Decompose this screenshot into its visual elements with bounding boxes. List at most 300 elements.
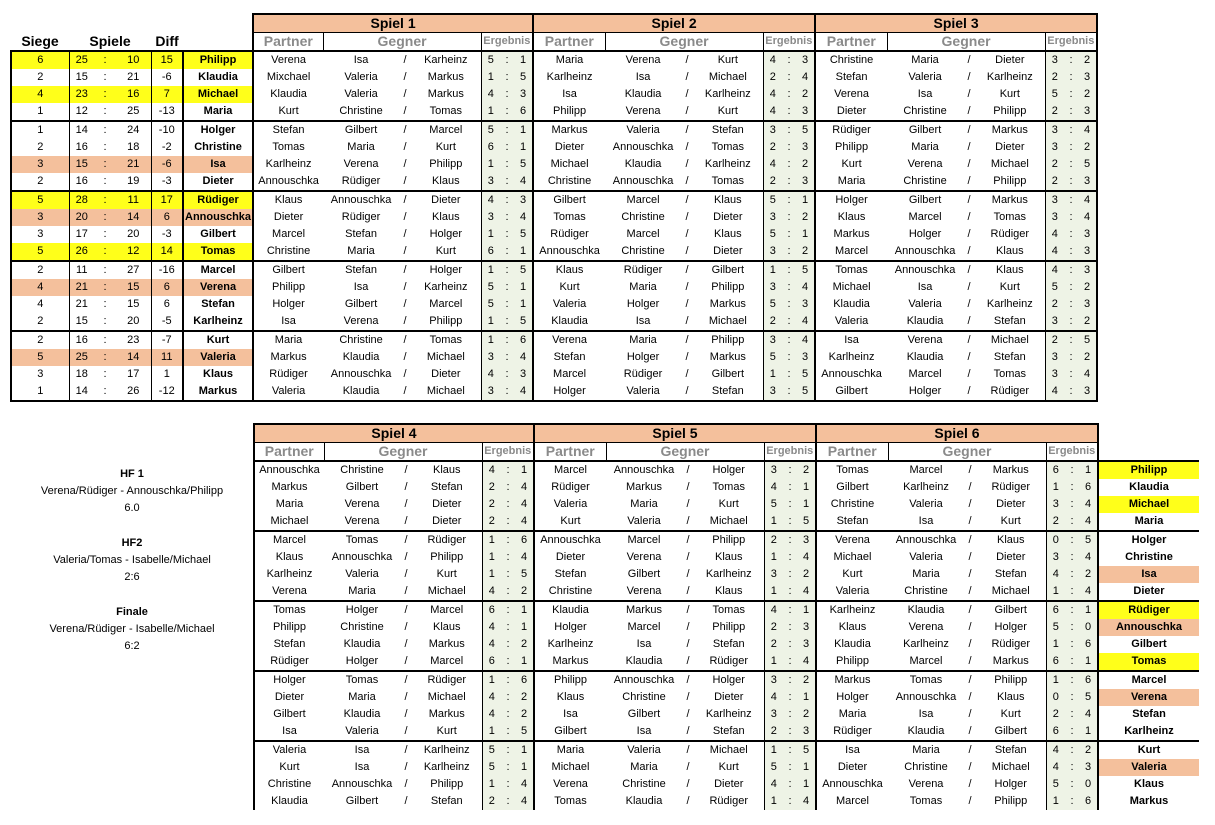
partner-cell: Verena: [533, 331, 605, 349]
slash-cell: /: [967, 88, 971, 100]
diff-cell: 7: [151, 86, 183, 103]
opponent2-cell: Michael: [709, 515, 748, 527]
opponent2-cell: Markus: [428, 708, 465, 720]
score-a-cell: 3: [481, 173, 500, 191]
score-a-cell: 1: [481, 69, 500, 86]
score-colon-cell: :: [501, 723, 515, 741]
opponent1-cell: Valeria: [908, 298, 942, 310]
opponent2-cell: Rüdiger: [412, 671, 482, 689]
slash-cell: /: [681, 51, 693, 69]
score-colon-cell: :: [1065, 706, 1079, 723]
score-a-cell: 1: [763, 261, 782, 279]
hf2-result: 2:6: [124, 571, 140, 583]
partner-cell: Holger: [253, 296, 323, 313]
spiele-b-cell: 14: [116, 349, 151, 366]
score-colon-cell: :: [783, 723, 797, 741]
score-a-cell: 4: [764, 776, 783, 793]
opponent1-cell: Maria: [347, 245, 375, 257]
opponent2-cell: Holger: [694, 461, 764, 479]
partner-cell: Isa: [816, 741, 888, 759]
partner-cell: Kurt: [254, 759, 324, 776]
score-a-cell: 2: [1045, 296, 1064, 313]
score-b-cell: 3: [1078, 69, 1097, 86]
score-colon-cell: :: [500, 103, 514, 121]
table-row: [11, 296, 1097, 313]
slash-cell: /: [403, 88, 407, 100]
partner-cell: Klaus: [254, 549, 324, 566]
opponent2-cell: Philipp: [430, 778, 464, 790]
score-colon-cell: :: [501, 496, 515, 513]
partner-cell: Gilbert: [816, 479, 888, 496]
score-a-cell: 2: [1045, 173, 1064, 191]
score-a-cell: 4: [482, 461, 501, 479]
opponent1-cell: Verena: [343, 158, 379, 170]
score-colon-cell: :: [500, 209, 514, 226]
score-b-cell: 6: [1079, 479, 1098, 496]
opponent2-cell: Tomas: [712, 481, 745, 493]
table-row: [11, 173, 1097, 191]
score-b-cell: 3: [1078, 296, 1097, 313]
opponent2-cell: Klaus: [714, 551, 743, 563]
partner-cell: Markus: [254, 479, 324, 496]
opponent1-cell: Christine: [323, 331, 399, 349]
score-a-cell: 6: [1046, 601, 1065, 619]
slash-cell: /: [682, 461, 694, 479]
opponent1-cell: Valeria: [605, 121, 681, 139]
score-b-cell: 4: [1078, 121, 1097, 139]
score-colon-cell: :: [1065, 531, 1079, 549]
score-a-cell: 3: [481, 349, 500, 366]
table-row: [11, 121, 1097, 139]
slash-cell: /: [403, 158, 407, 170]
opponent1-cell: Gilbert: [627, 568, 661, 580]
opponent1-cell: Isa: [918, 515, 934, 527]
score-colon-cell: :: [1065, 723, 1079, 741]
opponent1-cell: Holger: [908, 228, 942, 240]
opponent2-cell: Kurt: [693, 51, 763, 69]
opponent1-cell: Annouschka: [888, 531, 964, 549]
partner-cell: Karlheinz: [816, 601, 888, 619]
diff-header: Diff: [155, 32, 179, 49]
opponent1-cell: Rüdiger: [623, 368, 663, 380]
slash-cell: /: [681, 121, 693, 139]
spiele-a-cell: 14: [69, 121, 94, 139]
partner-cell: Marcel: [254, 531, 324, 549]
opponent1-cell: Klaudia: [907, 725, 945, 737]
score-a-cell: 3: [481, 209, 500, 226]
opponent1-cell: Isa: [353, 281, 369, 293]
opponent1-cell: Maria: [630, 498, 658, 510]
opponent2-cell: Kurt: [999, 88, 1020, 100]
opponent1-cell: Verena: [907, 158, 943, 170]
diff-cell: -12: [151, 383, 183, 401]
partner-cell: Kurt: [253, 103, 323, 121]
opponent2-cell: Rüdiger: [975, 383, 1045, 401]
opponent1-cell: Marcel: [908, 211, 942, 223]
player-name-cell: Kurt: [183, 331, 253, 349]
score-colon-cell: :: [500, 121, 514, 139]
score-b-cell: 3: [1078, 261, 1097, 279]
score-a-cell: 1: [482, 549, 501, 566]
slash-cell: /: [967, 228, 971, 240]
opponent1-cell: Verena: [605, 51, 681, 69]
opponent2-cell: Philipp: [712, 621, 746, 633]
score-a-cell: 1: [481, 261, 500, 279]
siege-cell: 6: [11, 51, 69, 69]
table-row: [11, 279, 1097, 296]
score-b-cell: 5: [514, 226, 533, 243]
score-a-cell: 3: [1045, 313, 1064, 331]
spiele-a-cell: 18: [69, 366, 94, 383]
slash-cell: /: [682, 601, 694, 619]
spiele-colon-cell: :: [103, 368, 107, 380]
score-a-cell: 5: [763, 296, 782, 313]
siege-cell: 3: [11, 226, 69, 243]
opponent1-cell: Marcel: [605, 191, 681, 209]
spiel-label-2: Spiel 2: [533, 14, 815, 33]
slash-cell: /: [685, 105, 689, 117]
score-a-cell: 4: [763, 51, 782, 69]
partner-cell: Tomas: [254, 601, 324, 619]
score-b-cell: 3: [797, 531, 816, 549]
slash-cell: /: [685, 141, 689, 153]
score-colon-cell: :: [782, 156, 796, 173]
score-b-cell: 1: [797, 689, 816, 706]
opponent1-cell: Holger: [345, 655, 379, 667]
player-name-cell: Stefan: [183, 296, 253, 313]
partner-cell: Marcel: [253, 226, 323, 243]
spiele-a-cell: 16: [69, 331, 94, 349]
opponent2-cell: Kurt: [436, 568, 457, 580]
slash-cell: /: [404, 778, 408, 790]
score-a-cell: 4: [1046, 566, 1065, 583]
opponent1-cell: Gilbert: [627, 708, 661, 720]
opponent2-cell: Holger: [429, 228, 463, 240]
spiele-b-cell: 26: [116, 383, 151, 401]
slash-cell: /: [681, 331, 693, 349]
partner-cell: Klaus: [533, 261, 605, 279]
spiele-colon-cell: :: [94, 279, 116, 296]
opponent2-cell: Tomas: [429, 105, 463, 117]
player-name-cell: Klaus: [183, 366, 253, 383]
score-a-cell: 2: [1045, 69, 1064, 86]
score-a-cell: 2: [763, 69, 782, 86]
score-b-cell: 5: [1079, 531, 1098, 549]
score-colon-cell: :: [500, 69, 514, 86]
score-a-cell: 4: [482, 706, 501, 723]
score-b-cell: 2: [515, 706, 534, 723]
slash-cell: /: [967, 315, 971, 327]
score-b-cell: 1: [797, 759, 816, 776]
opponent1-cell: Marcel: [627, 621, 661, 633]
slash-cell: /: [403, 211, 407, 223]
score-b-cell: 3: [514, 191, 533, 209]
bottom-results-table: [253, 423, 1199, 810]
opponent1-cell: Valeria: [345, 725, 379, 737]
score-b-cell: 5: [796, 366, 815, 383]
opponent1-cell: Tomas: [324, 531, 400, 549]
diff-cell: 11: [151, 349, 183, 366]
score-colon-cell: :: [1064, 191, 1078, 209]
slash-cell: /: [967, 175, 971, 187]
opponent1-cell: Christine: [621, 211, 665, 223]
score-b-cell: 4: [515, 776, 534, 793]
score-a-cell: 1: [482, 723, 501, 741]
score-colon-cell: :: [500, 331, 514, 349]
opponent1-cell: Christine: [324, 461, 400, 479]
hf1-match: Verena/Rüdiger - Annouschka/Philipp: [40, 485, 224, 497]
opponent1-cell: Christine: [622, 778, 666, 790]
opponent2-cell: Markus: [427, 88, 464, 100]
score-a-cell: 4: [763, 103, 782, 121]
score-a-cell: 6: [1046, 723, 1065, 741]
opponent1-cell: Rüdiger: [341, 175, 381, 187]
slash-cell: /: [686, 585, 690, 597]
score-colon-cell: :: [783, 479, 797, 496]
partner-cell: Holger: [533, 383, 605, 401]
score-colon-cell: :: [782, 69, 796, 86]
score-colon-cell: :: [500, 191, 514, 209]
score-colon-cell: :: [1064, 86, 1078, 103]
opponent2-cell: Rüdiger: [709, 795, 749, 807]
score-b-cell: 5: [514, 313, 533, 331]
score-b-cell: 3: [1078, 383, 1097, 401]
slash-cell: /: [399, 51, 411, 69]
score-a-cell: 3: [763, 209, 782, 226]
score-colon-cell: :: [783, 566, 797, 583]
partner-cell: Klaus: [534, 689, 606, 706]
score-b-cell: 4: [515, 479, 534, 496]
player-name-cell: Annouschka: [1098, 619, 1199, 636]
score-b-cell: 2: [797, 706, 816, 723]
score-a-cell: 4: [1046, 741, 1065, 759]
score-b-cell: 5: [515, 566, 534, 583]
score-colon-cell: :: [500, 86, 514, 103]
opponent1-cell: Marcel: [606, 531, 682, 549]
score-colon-cell: :: [500, 279, 514, 296]
opponent2-cell: Karlheinz: [986, 298, 1033, 310]
score-b-cell: 3: [796, 103, 815, 121]
score-colon-cell: :: [1065, 636, 1079, 653]
partner-cell: Klaudia: [533, 313, 605, 331]
finale-title: Finale: [116, 606, 148, 618]
blank-header-cell: [11, 14, 253, 33]
player-name-cell: Philipp: [1098, 461, 1199, 479]
opponent2-cell: Rüdiger: [709, 655, 749, 667]
score-colon-cell: :: [1064, 331, 1078, 349]
spiele-b-cell: 10: [116, 51, 151, 69]
player-name-cell: Christine: [1125, 551, 1173, 563]
opponent1-cell: Marcel: [908, 368, 942, 380]
slash-cell: /: [967, 105, 971, 117]
partner-header: Partner: [815, 33, 887, 52]
opponent2-cell: Klaus: [714, 585, 743, 597]
player-name-cell: Karlheinz: [1124, 725, 1174, 737]
partner-cell: Tomas: [816, 461, 888, 479]
score-b-cell: 5: [515, 723, 534, 741]
score-b-cell: 3: [796, 51, 815, 69]
opponent1-cell: Holger: [626, 298, 660, 310]
slash-cell: /: [686, 568, 690, 580]
opponent1-cell: Valeria: [344, 88, 378, 100]
slash-cell: /: [399, 331, 411, 349]
score-b-cell: 1: [515, 601, 534, 619]
opponent2-cell: Karlheinz: [705, 568, 752, 580]
opponent2-cell: Karlheinz: [704, 158, 751, 170]
score-colon-cell: :: [1064, 243, 1078, 261]
table-row: [254, 793, 1199, 810]
diff-cell: 1: [151, 366, 183, 383]
score-colon-cell: :: [783, 461, 797, 479]
score-colon-cell: :: [1065, 496, 1079, 513]
partner-cell: Michael: [816, 549, 888, 566]
score-b-cell: 4: [1079, 583, 1098, 601]
score-b-cell: 1: [514, 121, 533, 139]
diff-cell: -6: [151, 156, 183, 173]
opponent1-cell: Stefan: [345, 228, 377, 240]
score-a-cell: 5: [764, 759, 783, 776]
score-b-cell: 2: [797, 461, 816, 479]
opponent2-cell: Philipp: [993, 175, 1027, 187]
spiele-colon-cell: :: [94, 209, 116, 226]
score-a-cell: 2: [1045, 156, 1064, 173]
score-a-cell: 5: [1045, 86, 1064, 103]
partner-cell: Rüdiger: [253, 366, 323, 383]
diff-cell: -10: [151, 121, 183, 139]
opponent2-cell: Philipp: [430, 551, 464, 563]
finale-result: 6:2: [124, 640, 140, 652]
score-a-cell: 1: [764, 741, 783, 759]
partner-cell: Kurt: [816, 566, 888, 583]
opponent2-cell: Gilbert: [994, 725, 1027, 737]
opponent1-cell: Christine: [621, 245, 665, 257]
score-b-cell: 1: [797, 601, 816, 619]
score-colon-cell: :: [1065, 689, 1079, 706]
partner-cell: Philipp: [254, 619, 324, 636]
partner-cell: Philipp: [816, 653, 888, 671]
opponent2-cell: Karheinz: [424, 281, 468, 293]
slash-cell: /: [686, 638, 690, 650]
slash-cell: /: [686, 778, 690, 790]
score-colon-cell: :: [782, 383, 796, 401]
score-colon-cell: :: [501, 671, 515, 689]
partner-cell: Verena: [534, 776, 606, 793]
table-row: [11, 243, 1097, 261]
player-name-cell: Rüdiger: [1098, 601, 1199, 619]
diff-cell: -7: [151, 331, 183, 349]
slash-cell: /: [968, 778, 972, 790]
partner-cell: Klaus: [815, 209, 887, 226]
opponent1-cell: Tomas: [888, 671, 964, 689]
opponent2-cell: Philipp: [429, 158, 463, 170]
opponent2-cell: Philipp: [993, 105, 1027, 117]
opponent2-cell: Stefan: [693, 383, 763, 401]
partner-cell: Christine: [253, 243, 323, 261]
partner-cell: Isa: [534, 706, 606, 723]
partner-cell: Maria: [253, 331, 323, 349]
table-row: [11, 139, 1097, 156]
partner-cell: Verena: [254, 583, 324, 601]
score-b-cell: 2: [1078, 313, 1097, 331]
score-a-cell: 1: [481, 331, 500, 349]
partner-cell: Markus: [533, 121, 605, 139]
slash-cell: /: [964, 531, 976, 549]
opponent1-cell: Verena: [344, 515, 380, 527]
opponent2-cell: Holger: [411, 261, 481, 279]
slash-cell: /: [686, 481, 690, 493]
score-a-cell: 1: [481, 156, 500, 173]
score-b-cell: 4: [797, 793, 816, 810]
score-b-cell: 6: [514, 103, 533, 121]
slash-cell: /: [685, 368, 689, 380]
score-colon-cell: :: [783, 653, 797, 671]
spiele-colon-cell: :: [94, 191, 116, 209]
spiele-colon-cell: :: [103, 71, 107, 83]
opponent2-cell: Dieter: [995, 141, 1025, 153]
opponent2-cell: Kurt: [718, 498, 739, 510]
opponent1-cell: Gilbert: [323, 121, 399, 139]
player-name-cell: Dieter: [1133, 585, 1165, 597]
opponent2-cell: Marcel: [412, 601, 482, 619]
score-a-cell: 3: [764, 706, 783, 723]
score-colon-cell: :: [783, 583, 797, 601]
table-row: [11, 313, 1097, 331]
slash-cell: /: [968, 725, 972, 737]
partner-cell: Klaudia: [253, 86, 323, 103]
partner-cell: Rüdiger: [254, 653, 324, 671]
score-a-cell: 2: [763, 173, 782, 191]
opponent1-cell: Klaudia: [625, 795, 663, 807]
score-colon-cell: :: [1065, 671, 1079, 689]
score-a-cell: 4: [764, 601, 783, 619]
partner-cell: Valeria: [254, 741, 324, 759]
partner-header: Partner: [253, 33, 323, 52]
score-a-cell: 1: [1046, 793, 1065, 810]
score-a-cell: 2: [482, 496, 501, 513]
ergebnis-header: Ergebnis: [482, 443, 534, 462]
diff-cell: 6: [151, 279, 183, 296]
partner-header: Partner: [534, 443, 606, 462]
score-a-cell: 4: [1045, 261, 1064, 279]
partner-cell: Verena: [816, 531, 888, 549]
slash-cell: /: [968, 708, 972, 720]
score-b-cell: 4: [514, 349, 533, 366]
score-a-cell: 5: [481, 121, 500, 139]
score-a-cell: 5: [1045, 279, 1064, 296]
opponent1-cell: Gilbert: [344, 298, 378, 310]
score-a-cell: 2: [764, 619, 783, 636]
opponent1-cell: Rüdiger: [341, 211, 381, 223]
score-colon-cell: :: [501, 601, 515, 619]
ergebnis-header: Ergebnis: [763, 33, 815, 52]
partner-cell: Holger: [816, 689, 888, 706]
finale-match: Verena/Rüdiger - Isabelle/Michael: [49, 623, 215, 635]
score-a-cell: 1: [764, 583, 783, 601]
score-b-cell: 1: [515, 619, 534, 636]
spiele-colon-cell: :: [94, 121, 116, 139]
table-row: [254, 759, 1199, 776]
partner-cell: Isa: [815, 331, 887, 349]
partner-cell: Stefan: [533, 349, 605, 366]
score-colon-cell: :: [783, 689, 797, 706]
table-row: [11, 209, 1097, 226]
spiele-colon-cell: :: [103, 175, 107, 187]
score-colon-cell: :: [501, 479, 515, 496]
opponent2-cell: Dieter: [432, 515, 462, 527]
gegner-header: Gegner: [887, 33, 1045, 52]
opponent1-cell: Verena: [343, 315, 379, 327]
score-colon-cell: :: [782, 121, 796, 139]
